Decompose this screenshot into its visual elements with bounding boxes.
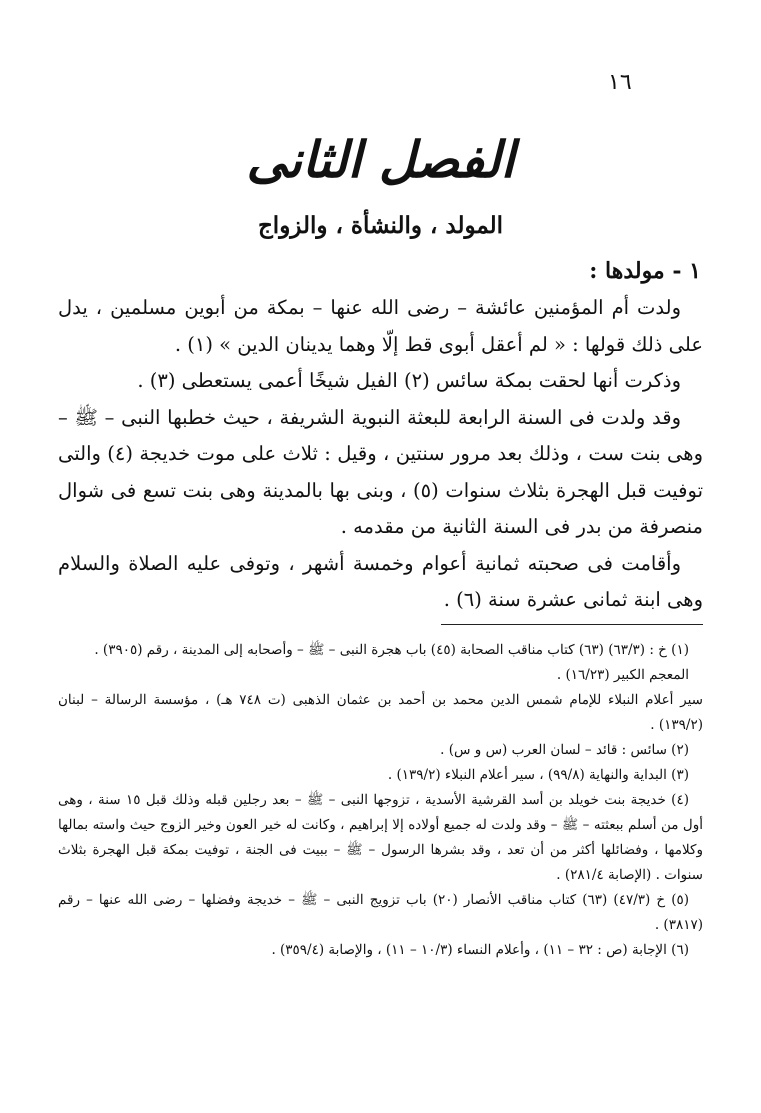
page-number: ١٦ bbox=[608, 70, 632, 95]
footnote: (٥) خ (٤٧/٣) (٦٣) كتاب مناقب الأنصار (٢٠) باب تزويج النبى – ﷺ – خديجة وفضلها – رضى الله عنها – رقم (٣٨١٧) . bbox=[58, 892, 703, 933]
footnote: (١) خ : (٦٣/٣) (٦٣) كتاب مناقب الصحابة (٤٥) باب هجرة النبى – ﷺ – وأصحابه إلى المدينة ، رقم (٣٩٠٥) . bbox=[94, 642, 689, 658]
chapter-subtitle: المولد ، والنشأة ، والزواج bbox=[257, 212, 504, 239]
footnote: (٤) خديجة بنت خويلد بن أسد القرشية الأسدية ، تزوجها النبى – ﷺ – بعد رجلين قبله وذلك قبل ١٥ سنة ، وهى أول من أسلم ببعثته – ﷺ – وقد ولدت له جميع أولاده إلا إبراهيم ، وكانت له خير العون وخير الزوج حيث واسته بمالها وكلامها ، وفضائلها أكثر من أن تعد ، وقد بشرها الرسول – ﷺ – ببيت فى الجنة ، توفيت بمكة قبل الهجرة بثلاث سنوات . (الإصابة ٢٨١/٤) . bbox=[58, 792, 703, 883]
footnote: المعجم الكبير (١٦/٢٣) . bbox=[556, 667, 689, 683]
body-text bbox=[58, 290, 703, 619]
footnote: (٢) سائس : قائد – لسان العرب (س و س) . bbox=[440, 742, 689, 758]
footnote: (٣) البداية والنهاية (٩٩/٨) ، سير أعلام النبلاء (١٣٩/٢) . bbox=[387, 767, 689, 783]
paragraph: وذكرت أنها لحقت بمكة سائس (٢) الفيل شيخًا أعمى يستعطى (٣) . bbox=[137, 369, 681, 392]
paragraph: ولدت أم المؤمنين عائشة – رضى الله عنها – بمكة من أبوين مسلمين ، يدل على ذلك قولها : « لم أعقل أبوى قط إلّا وهما يدينان الدين » (١) . bbox=[58, 296, 703, 356]
paragraph: وقد ولدت فى السنة الرابعة للبعثة النبوية الشريفة ، حيث خطبها النبى – ﷺ – وهى بنت ست ، وذلك بعد مرور سنتين ، وقيل : ثلاث على موت خديجة (٤) والتى توفيت قبل الهجرة بثلاث سنوات (٥) ، وبنى بها بالمدينة وهى بنت تسع فى شوال منصرفة من بدر فى السنة الثانية من مقدمه . bbox=[58, 405, 703, 538]
footnote-separator bbox=[441, 624, 703, 625]
section-heading: ١ - مولدها : bbox=[589, 258, 701, 284]
footnote: (٦) الإجابة (ص : ٣٢ – ١١) ، وأعلام النساء (١٠/٣ – ١١) ، والإصابة (٣٥٩/٤) . bbox=[271, 942, 689, 958]
paragraph: وأقامت فى صحبته ثمانية أعوام وخمسة أشهر ، وتوفى عليه الصلاة والسلام وهى ابنة ثمانى عشرة سنة (٦) . bbox=[58, 551, 703, 611]
footnote: سير أعلام النبلاء للإمام شمس الدين محمد بن أحمد بن عثمان الذهبى (ت ٧٤٨ هـ) ، مؤسسة الرسالة – لبنان (١٣٩/٢) . bbox=[58, 692, 703, 733]
footnotes bbox=[58, 638, 703, 963]
chapter-title: الفصل الثانى bbox=[246, 130, 515, 189]
